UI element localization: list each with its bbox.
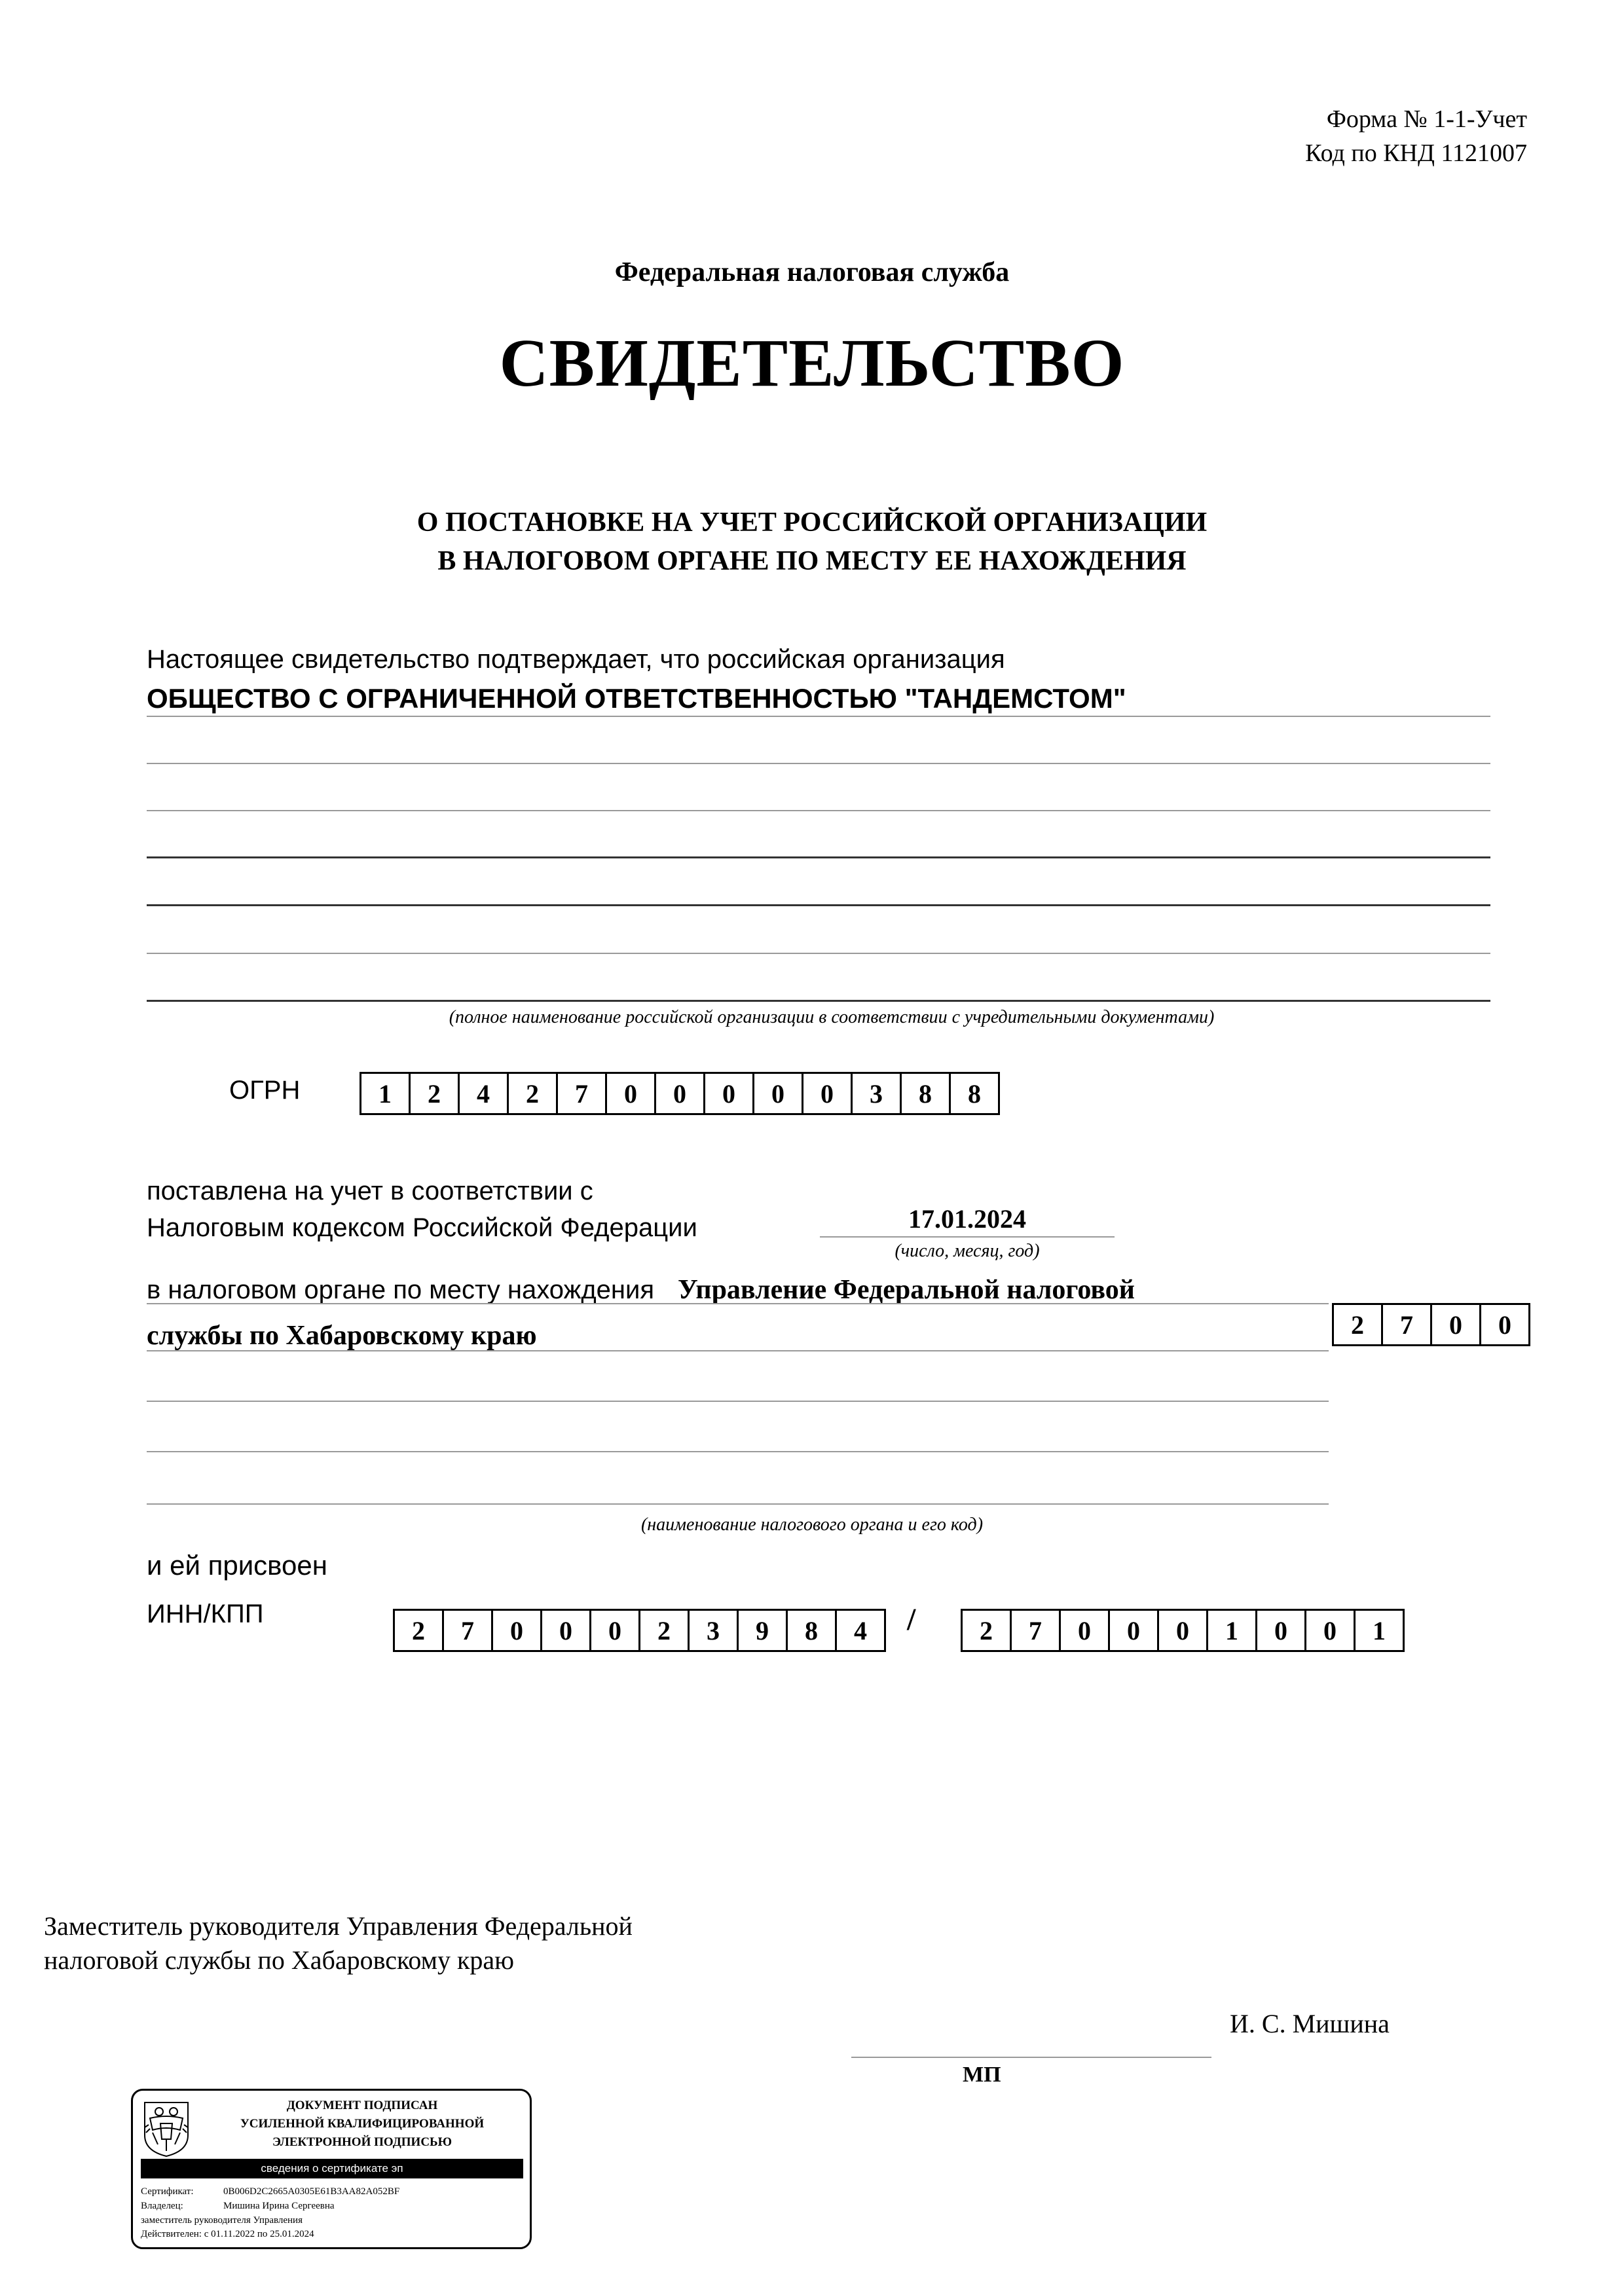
org-name-line [147,953,1490,954]
tax-code-digit: 7 [1383,1303,1432,1346]
agency-name: Федеральная налоговая служба [614,257,1010,287]
registration-date: 17.01.2024 [908,1204,1026,1234]
ogrn-digit: 4 [460,1072,509,1115]
org-name-line [147,856,1490,858]
tax-authority-line [147,1303,1329,1304]
inn-cells [393,1609,886,1652]
document-subtitle-line1: О ПОСТАНОВКЕ НА УЧЕТ РОССИЙСКОЙ ОРГАНИЗАЦИИ [416,507,1208,538]
inn-digit: 8 [788,1609,837,1652]
kpp-digit: 0 [1110,1609,1159,1652]
registration-text-line1: поставлена на учет в соответствии с [147,1177,593,1205]
inn-digit: 0 [591,1609,640,1652]
stamp-title-line1: ДОКУМЕНТ ПОДПИСАН [286,2099,438,2112]
kpp-digit: 0 [1061,1609,1110,1652]
ogrn-digit: 0 [754,1072,803,1115]
ogrn-digit: 8 [951,1072,1000,1115]
confirmation-text: Настоящее свидетельство подтверждает, что российская организация [147,645,1005,674]
org-name-line [147,904,1490,906]
owner-label: Владелец: [141,2201,183,2211]
ogrn-digit: 7 [558,1072,607,1115]
owner-value: Мишина Ирина Сергеевна [223,2201,335,2211]
inn-digit: 9 [739,1609,788,1652]
org-name-line [147,763,1490,764]
stamp-title-line2: УСИЛЕННОЙ КВАЛИФИЦИРОВАННОЙ [240,2117,485,2131]
org-name-line [147,716,1490,717]
seal-label: МП [963,2063,1001,2087]
signer-name: И. С. Мишина [1230,2009,1390,2038]
organization-caption: (полное наименование российской организации в соответствии с учредительными документами) [449,1007,1215,1027]
signer-position-line1: Заместитель руководителя Управления Федеральной [44,1911,633,1941]
date-line [820,1236,1115,1238]
tax-authority-line [147,1401,1329,1402]
kpp-digit: 0 [1306,1609,1356,1652]
tax-authority-code-cells [1332,1303,1530,1346]
ogrn-digit: 2 [509,1072,558,1115]
signer-position-line2: налоговой службы по Хабаровскому краю [44,1945,515,1975]
ogrn-digit: 0 [803,1072,853,1115]
stamp-title-line3: ЭЛЕКТРОННОЙ ПОДПИСЬЮ [272,2135,452,2149]
kpp-cells [961,1609,1405,1652]
registration-text-line2: Налоговым кодексом Российской Федерации [147,1213,697,1242]
tax-code-digit: 0 [1432,1303,1481,1346]
org-name-line [147,1000,1490,1002]
ogrn-digit: 0 [656,1072,705,1115]
stamp-validity: Действителен: с 01.11.2022 по 25.01.2024 [141,2229,314,2239]
tax-code-digit: 0 [1481,1303,1530,1346]
ogrn-cells [360,1072,1000,1115]
tax-authority-line [147,1451,1329,1452]
ogrn-digit: 1 [361,1072,411,1115]
certificate-label: Сертификат: [141,2186,194,2197]
coat-of-arms-icon [141,2099,192,2159]
inn-digit: 3 [690,1609,739,1652]
tax-authority-line [147,1503,1329,1505]
inn-digit: 4 [837,1609,886,1652]
inn-digit: 0 [542,1609,591,1652]
kpp-digit: 2 [963,1609,1012,1652]
form-number: Форма № 1-1-Учет [1326,105,1527,133]
date-caption: (число, месяц, год) [895,1241,1040,1261]
inn-digit: 2 [395,1609,444,1652]
document-title: СВИДЕТЕЛЬСТВО [499,325,1125,401]
stamp-owner-position: заместитель руководителя Управления [141,2215,303,2226]
stamp-certificate-bar: сведения о сертификате эп [141,2159,523,2178]
stamp-certificate-row [141,2186,399,2197]
tax-authority-line [147,1350,1329,1351]
ogrn-digit: 0 [607,1072,656,1115]
tax-code-digit: 2 [1334,1303,1383,1346]
tax-authority-caption: (наименование налогового органа и его код) [640,1515,984,1535]
e-signature-stamp [131,2089,532,2249]
ogrn-digit: 0 [705,1072,754,1115]
inn-kpp-label: ИНН/КПП [147,1600,264,1628]
tax-authority-name-line1: Управление Федеральной налоговой [678,1275,1135,1305]
kpp-digit: 1 [1356,1609,1405,1652]
inn-digit: 2 [640,1609,690,1652]
knd-code: Код по КНД 1121007 [1305,139,1527,167]
inn-digit: 7 [444,1609,493,1652]
ogrn-digit: 8 [902,1072,951,1115]
kpp-digit: 1 [1208,1609,1257,1652]
tax-authority-label: в налоговом органе по месту нахождения [147,1276,655,1304]
assigned-text: и ей присвоен [147,1550,327,1581]
kpp-digit: 0 [1159,1609,1208,1652]
kpp-digit: 7 [1012,1609,1061,1652]
inn-kpp-separator: / [907,1602,916,1637]
document-subtitle-line2: В НАЛОГОВОМ ОРГАНЕ ПО МЕСТУ ЕЕ НАХОЖДЕНИЯ [437,546,1187,576]
kpp-digit: 0 [1257,1609,1306,1652]
ogrn-digit: 2 [411,1072,460,1115]
ogrn-label: ОГРН [229,1076,301,1105]
stamp-owner-row [141,2201,335,2212]
tax-authority-name-line2: службы по Хабаровскому краю [147,1321,537,1351]
org-name-line [147,810,1490,811]
ogrn-digit: 3 [853,1072,902,1115]
signature-line [851,2057,1211,2058]
organization-name: ОБЩЕСТВО С ОГРАНИЧЕННОЙ ОТВЕТСТВЕННОСТЬЮ "ТАНДЕМСТОМ" [147,683,1126,714]
inn-digit: 0 [493,1609,542,1652]
certificate-value: 0B006D2C2665A0305E61B3AA82A052BF [223,2186,400,2197]
